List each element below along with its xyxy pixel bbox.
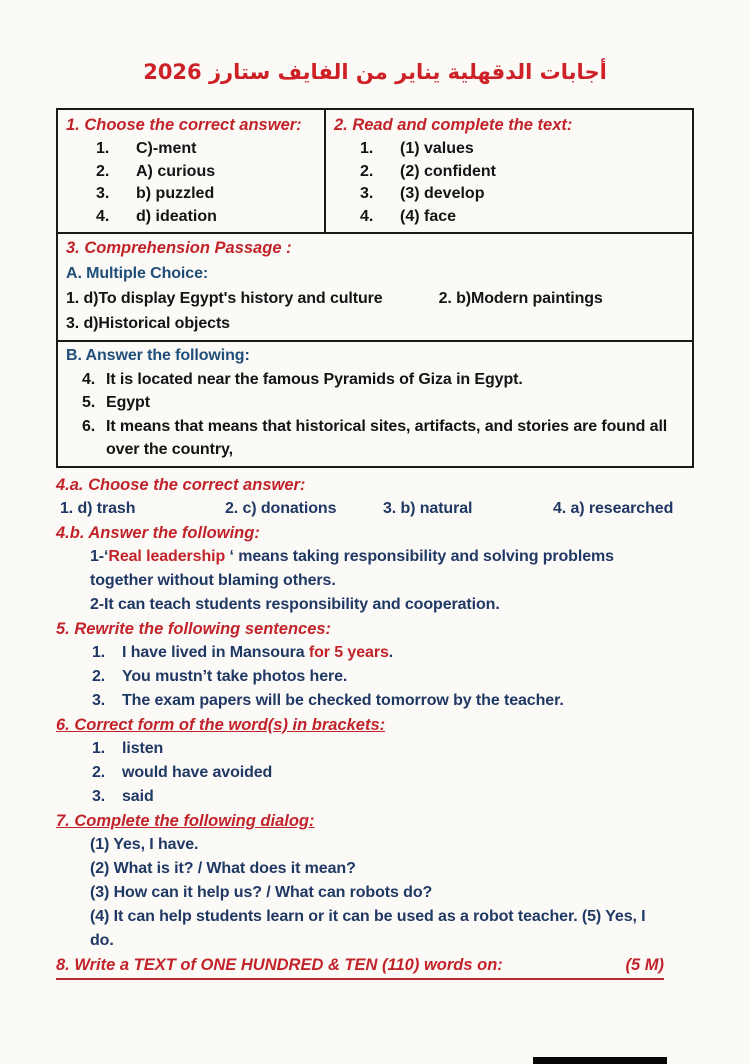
dialog-answer-2: (2) What is it? / What does it mean?: [90, 859, 356, 877]
answer-4b-1: 1-‘Real leadership ‘ means taking responsibility and solving problems together without blaming others.: [90, 547, 614, 589]
page-title: أجابات الدقهلية يناير من الفايف ستارز 2026: [143, 60, 607, 84]
mc-answers-row: [66, 286, 684, 311]
answer-4a-1: 1. d) trash: [60, 499, 136, 517]
answers-table: [56, 108, 694, 468]
highlighted-phrase: for 5 years: [308, 643, 389, 661]
dialog-answer-1: (1) Yes, I have.: [90, 835, 199, 853]
list-item: 4. It is located near the famous Pyramids of Giza in Egypt.: [82, 370, 523, 388]
dialog-answer-4-5: (4) It can help students learn or it can be used as a robot teacher. (5) Yes, I do.: [90, 907, 646, 949]
list-item: 1. (1) values: [360, 140, 474, 157]
question4b-heading: 4.b. Answer the following:: [56, 523, 260, 542]
answer-4a-4: 4. a) researched: [553, 499, 674, 517]
list-item: 2. (2) confident: [360, 162, 496, 180]
answer-following-section: [58, 340, 692, 466]
list-item: 4. d) ideation: [96, 207, 217, 225]
lower-sections: [56, 473, 694, 980]
question4a-heading: 4.a. Choose the correct answer:: [56, 475, 306, 494]
list-item: 1. C)-ment: [96, 140, 197, 157]
bottom-black-bar: [533, 1057, 667, 1064]
dialog-answer-3: (3) How can it help us? / What can robots do?: [90, 883, 433, 901]
question8-heading: 8. Write a TEXT of ONE HUNDRED & TEN (110) words on:: [56, 955, 503, 974]
list-item: 4. (4) face: [360, 207, 457, 225]
mc-answer-2: 2. b)Modern paintings: [438, 290, 603, 307]
mc-answer-1: 1. d)To display Egypt's history and culture: [66, 290, 383, 307]
list-item: 2. A) curious: [96, 162, 216, 180]
answer-4b-2: 2-It can teach students responsibility and cooperation.: [90, 595, 500, 613]
list-item: 3. said: [92, 787, 154, 805]
table-col-choose-answer: [58, 110, 326, 232]
list-item: 6. It means that means that historical sites, artifacts, and stories are found all over the country,: [82, 417, 668, 458]
table-top-row: [58, 110, 692, 232]
list-item: 2. You mustn’t take photos here.: [92, 667, 348, 685]
question6-heading: 6. Correct form of the word(s) in brackets:: [56, 715, 386, 734]
question7-heading: 7. Complete the following dialog:: [56, 811, 315, 830]
list-item: 1. I have lived in Mansoura for 5 years.: [92, 643, 394, 661]
answer-4a-3: 3. b) natural: [383, 499, 473, 517]
mc-answer-3: 3. d)Historical objects: [66, 315, 230, 332]
list-item: 3. The exam papers will be checked tomorrow by the teacher.: [92, 691, 564, 709]
list-item: 5. Egypt: [82, 394, 150, 411]
question2-heading: 2. Read and complete the text:: [334, 116, 573, 134]
highlighted-phrase: Real leadership: [108, 547, 226, 565]
multiple-choice-subheading: A. Multiple Choice:: [66, 265, 209, 282]
list-item: 2. would have avoided: [92, 763, 273, 781]
question5-heading: 5. Rewrite the following sentences:: [56, 619, 332, 638]
question1-heading: 1. Choose the correct answer:: [66, 116, 302, 134]
question8-row: [56, 953, 664, 980]
question3-heading: 3. Comprehension Passage :: [66, 239, 292, 257]
answer-4a-2: 2. c) donations: [225, 499, 337, 517]
list-item: 3. (3) develop: [360, 185, 485, 202]
answer-following-subheading: B. Answer the following:: [66, 347, 250, 364]
table-col-complete-text: [326, 110, 692, 232]
list-item: 3. b) puzzled: [96, 185, 215, 202]
question8-marks: (5 M): [625, 955, 664, 974]
comprehension-section: [58, 232, 692, 340]
question4a-answers-row: [56, 497, 694, 521]
list-item: 1. listen: [92, 739, 164, 757]
